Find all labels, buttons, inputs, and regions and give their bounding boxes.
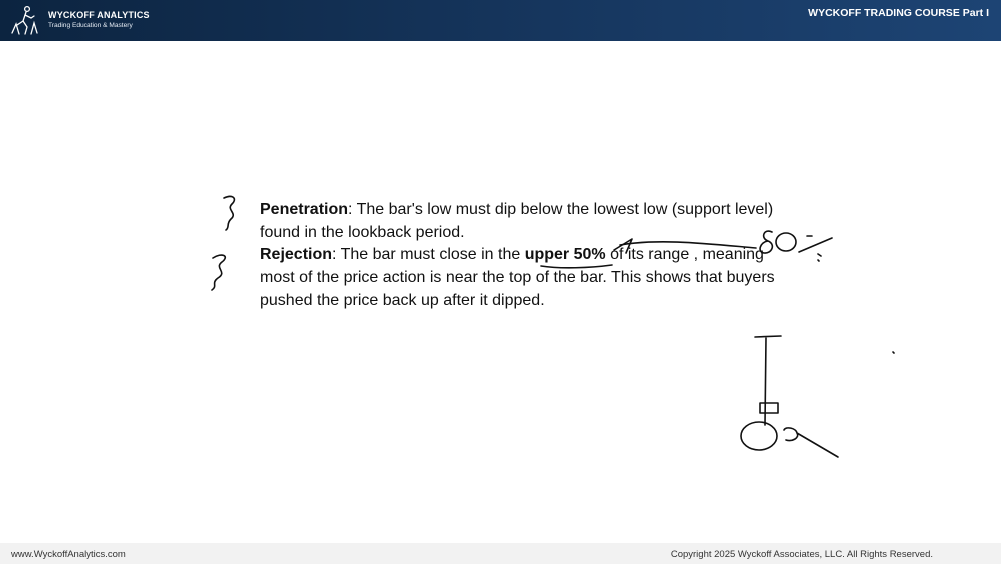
bar-close-circle [741, 422, 777, 450]
upper-percent-highlight: upper 50% [524, 246, 606, 264]
rejection-term: Rejection [260, 246, 333, 264]
footer-copyright: Copyright 2025 Wyckoff Associates, LLC. All Rights Reserved. [670, 549, 933, 560]
rejection-bullet [260, 244, 780, 312]
penetration-bullet [260, 199, 780, 244]
bar-arrow [784, 428, 838, 457]
handwritten-percent [799, 236, 832, 256]
footer-bar [0, 543, 1001, 564]
stray-dot-2 [818, 260, 819, 261]
course-title: WYCKOFF TRADING COURSE Part I [808, 7, 989, 19]
penetration-term: Penetration [260, 201, 349, 218]
stray-dot [893, 352, 894, 353]
penetration-text: : The bar's low must dip below the lowest low (support level) found in the lookback period. [260, 201, 774, 241]
brand-name: WYCKOFF ANALYTICS [48, 10, 150, 20]
rejection-text-before: : The bar must close in the [332, 246, 525, 264]
squiggle-mark-2 [212, 255, 225, 290]
bar-stem [765, 338, 766, 425]
rejection-text-after: of its range , meaning most of the price action is near the top of the bar. This shows that buyers pushed the price back up after it dipped. [260, 246, 775, 309]
squiggle-mark-1 [224, 196, 234, 230]
footer-url-link[interactable]: www.WyckoffAnalytics.com [11, 549, 126, 560]
bar-top-tick [755, 336, 781, 337]
slide-content [260, 199, 780, 313]
runner-logo-icon [9, 4, 41, 37]
header-bar [0, 0, 1001, 41]
bar-close-box [760, 403, 778, 413]
brand-tagline: Trading Education & Mastery [48, 22, 133, 29]
